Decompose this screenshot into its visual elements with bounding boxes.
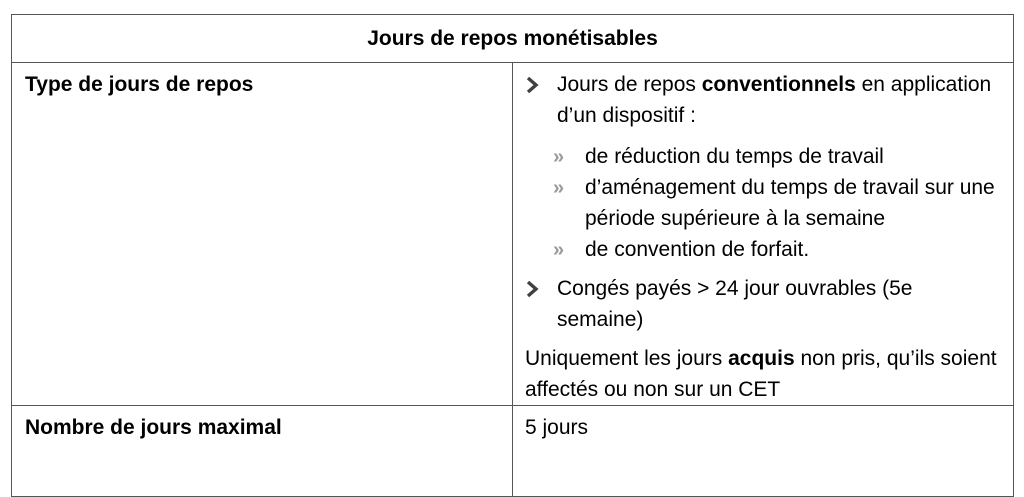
note-text-before: Uniquement les jours <box>525 347 729 370</box>
sub-item-text: de convention de forfait. <box>585 238 810 261</box>
note-text-bold: acquis <box>728 347 795 370</box>
row-content-type <box>513 63 1014 406</box>
chevron-right-icon <box>525 76 539 94</box>
double-chevron-icon: » <box>553 239 565 261</box>
sub-item-text: de réduction du temps de travail <box>585 145 884 168</box>
row-value-max: 5 jours <box>513 406 1014 497</box>
double-chevron-icon: » <box>553 146 565 168</box>
chevron-right-icon <box>525 280 539 298</box>
sub-item-text: d’aménagement du temps de travail sur une période supérieure à la semaine <box>585 176 995 230</box>
list-item <box>525 141 999 172</box>
list-item <box>525 234 999 265</box>
list-item <box>525 172 999 234</box>
row-label-type: Type de jours de repos <box>12 63 513 406</box>
note-acquis <box>525 343 999 405</box>
table-row <box>12 406 1014 497</box>
repos-table <box>11 14 1014 497</box>
bullet-text-before: Jours de repos <box>557 73 702 96</box>
row-label-max: Nombre de jours maximal <box>12 406 513 497</box>
bullet-conventionnels <box>525 69 999 131</box>
note-text-after: non pris, qu’ils soient affectés ou non sur un CET <box>525 347 997 401</box>
bullet-text-after: en application d’un dispositif : <box>557 73 992 127</box>
table-title: Jours de repos monétisables <box>12 15 1014 63</box>
sub-list <box>525 141 999 265</box>
double-chevron-icon: » <box>553 177 565 199</box>
table-row <box>12 63 1014 406</box>
bullet-text-bold: conventionnels <box>701 73 856 96</box>
bullet-conges-text: Congés payés > 24 jour ouvrables (5e semaine) <box>557 277 913 331</box>
title-row <box>12 15 1014 63</box>
bullet-conges <box>525 273 999 335</box>
